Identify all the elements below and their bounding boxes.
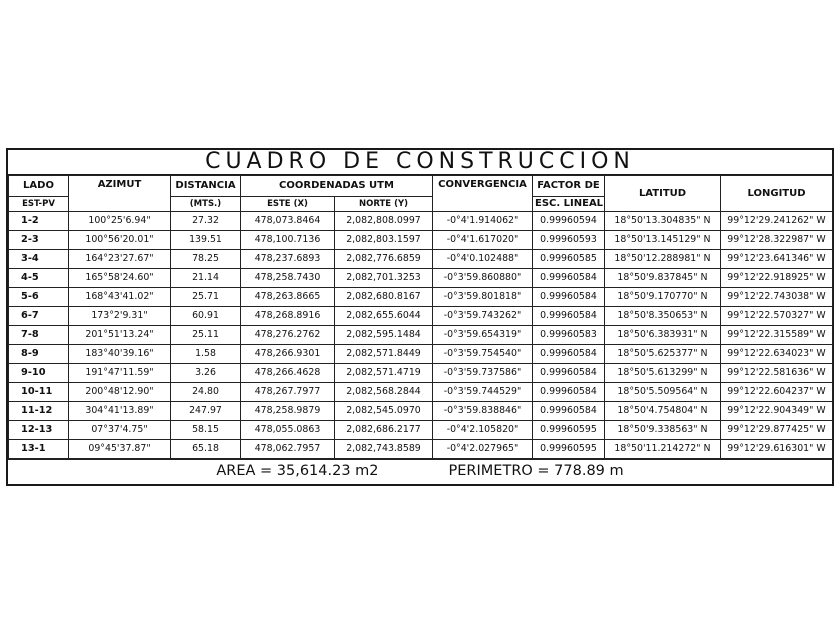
header-convergencia: CONVERGENCIA (433, 176, 533, 212)
cell-latitud: 18°50'5.509564" N (605, 383, 721, 402)
cell-convergencia: -0°3'59.737586" (433, 364, 533, 383)
cell-latitud: 18°50'9.837845" N (605, 269, 721, 288)
cell-este: 478,062.7957 (241, 440, 335, 459)
table-row (9, 326, 833, 345)
cell-azimut: 07°37'4.75" (69, 421, 171, 440)
cell-distancia: 24.80 (171, 383, 241, 402)
construction-table-sheet (6, 148, 834, 486)
cell-lado: 6-7 (9, 307, 69, 326)
cell-lado: 11-12 (9, 402, 69, 421)
cell-factor: 0.99960594 (533, 212, 605, 231)
cell-factor: 0.99960584 (533, 402, 605, 421)
cell-convergencia: -0°3'59.743262" (433, 307, 533, 326)
cell-azimut: 168°43'41.02" (69, 288, 171, 307)
cell-factor: 0.99960584 (533, 307, 605, 326)
header-factor-1: FACTOR DE (533, 176, 605, 197)
cell-longitud: 99°12'29.616301" W (721, 440, 833, 459)
cell-convergencia: -0°4'1.914062" (433, 212, 533, 231)
cell-norte: 2,082,571.8449 (335, 345, 433, 364)
header-factor-2: ESC. LINEAL (533, 197, 605, 212)
cell-factor: 0.99960595 (533, 440, 605, 459)
cell-lado: 1-2 (9, 212, 69, 231)
cell-distancia: 58.15 (171, 421, 241, 440)
cell-latitud: 18°50'13.304835" N (605, 212, 721, 231)
cell-factor: 0.99960584 (533, 364, 605, 383)
table-row (9, 421, 833, 440)
cell-norte: 2,082,776.6859 (335, 250, 433, 269)
cell-factor: 0.99960595 (533, 421, 605, 440)
cell-norte: 2,082,743.8589 (335, 440, 433, 459)
cell-lado: 5-6 (9, 288, 69, 307)
cell-factor: 0.99960584 (533, 269, 605, 288)
header-coordenadas: COORDENADAS UTM (241, 176, 433, 197)
cell-este: 478,268.8916 (241, 307, 335, 326)
cell-convergencia: -0°4'0.102488" (433, 250, 533, 269)
cell-factor: 0.99960584 (533, 288, 605, 307)
cell-longitud: 99°12'29.241262" W (721, 212, 833, 231)
cell-convergencia: -0°3'59.744529" (433, 383, 533, 402)
cell-convergencia: -0°3'59.654319" (433, 326, 533, 345)
table-row (9, 402, 833, 421)
cell-distancia: 247.97 (171, 402, 241, 421)
cell-longitud: 99°12'22.634023" W (721, 345, 833, 364)
cell-este: 478,267.7977 (241, 383, 335, 402)
cell-azimut: 200°48'12.90" (69, 383, 171, 402)
cell-convergencia: -0°3'59.754540" (433, 345, 533, 364)
cell-longitud: 99°12'22.315589" W (721, 326, 833, 345)
cell-factor: 0.99960584 (533, 383, 605, 402)
cell-latitud: 18°50'4.754804" N (605, 402, 721, 421)
header-azimut: AZIMUT (69, 176, 171, 212)
header-distancia: DISTANCIA (171, 176, 241, 197)
cell-latitud: 18°50'9.338563" N (605, 421, 721, 440)
table-title: CUADRO DE CONSTRUCCION (8, 150, 832, 175)
cell-latitud: 18°50'6.383931" N (605, 326, 721, 345)
cell-azimut: 164°23'27.67" (69, 250, 171, 269)
header-mts: (MTS.) (171, 197, 241, 212)
cell-latitud: 18°50'11.214272" N (605, 440, 721, 459)
cell-longitud: 99°12'23.641346" W (721, 250, 833, 269)
cell-convergencia: -0°3'59.860880" (433, 269, 533, 288)
cell-norte: 2,082,568.2844 (335, 383, 433, 402)
perimeter-summary: PERIMETRO = 778.89 m (448, 463, 624, 479)
cell-latitud: 18°50'8.350653" N (605, 307, 721, 326)
cell-latitud: 18°50'12.288981" N (605, 250, 721, 269)
cell-este: 478,258.7430 (241, 269, 335, 288)
cell-longitud: 99°12'22.743038" W (721, 288, 833, 307)
cell-convergencia: -0°3'59.838846" (433, 402, 533, 421)
cell-norte: 2,082,701.3253 (335, 269, 433, 288)
header-norte: NORTE (Y) (335, 197, 433, 212)
cell-este: 478,055.0863 (241, 421, 335, 440)
cell-latitud: 18°50'13.145129" N (605, 231, 721, 250)
cell-factor: 0.99960584 (533, 345, 605, 364)
cell-distancia: 21.14 (171, 269, 241, 288)
cell-factor: 0.99960585 (533, 250, 605, 269)
table-row (9, 269, 833, 288)
table-row (9, 345, 833, 364)
cell-azimut: 100°25'6.94" (69, 212, 171, 231)
cell-convergencia: -0°4'2.105820" (433, 421, 533, 440)
cell-latitud: 18°50'5.613299" N (605, 364, 721, 383)
cell-lado: 3-4 (9, 250, 69, 269)
table-row (9, 231, 833, 250)
cell-lado: 12-13 (9, 421, 69, 440)
table-row (9, 212, 833, 231)
cell-azimut: 100°56'20.01" (69, 231, 171, 250)
cell-norte: 2,082,655.6044 (335, 307, 433, 326)
cell-azimut: 183°40'39.16" (69, 345, 171, 364)
cell-factor: 0.99960583 (533, 326, 605, 345)
cell-norte: 2,082,595.1484 (335, 326, 433, 345)
table-row (9, 288, 833, 307)
table-row (9, 307, 833, 326)
cell-este: 478,073.8464 (241, 212, 335, 231)
table-row (9, 440, 833, 459)
cell-azimut: 165°58'24.60" (69, 269, 171, 288)
cell-norte: 2,082,571.4719 (335, 364, 433, 383)
cell-latitud: 18°50'5.625377" N (605, 345, 721, 364)
cell-distancia: 27.32 (171, 212, 241, 231)
header-este: ESTE (X) (241, 197, 335, 212)
cell-lado: 9-10 (9, 364, 69, 383)
cell-este: 478,276.2762 (241, 326, 335, 345)
cell-convergencia: -0°3'59.801818" (433, 288, 533, 307)
cell-convergencia: -0°4'2.027965" (433, 440, 533, 459)
cell-este: 478,258.9879 (241, 402, 335, 421)
cell-norte: 2,082,808.0997 (335, 212, 433, 231)
cell-distancia: 60.91 (171, 307, 241, 326)
cell-lado: 8-9 (9, 345, 69, 364)
cell-azimut: 201°51'13.24" (69, 326, 171, 345)
cell-longitud: 99°12'22.581636" W (721, 364, 833, 383)
cell-azimut: 304°41'13.89" (69, 402, 171, 421)
cell-azimut: 173°2'9.31" (69, 307, 171, 326)
cell-este: 478,266.4628 (241, 364, 335, 383)
cell-longitud: 99°12'22.570327" W (721, 307, 833, 326)
header-est-pv: EST-PV (9, 197, 69, 212)
header-lado: LADO (9, 176, 69, 197)
cell-distancia: 25.71 (171, 288, 241, 307)
cell-este: 478,237.6893 (241, 250, 335, 269)
cell-este: 478,266.9301 (241, 345, 335, 364)
cell-azimut: 09°45'37.87" (69, 440, 171, 459)
area-summary: AREA = 35,614.23 m2 (216, 463, 379, 479)
table-row (9, 364, 833, 383)
cell-lado: 13-1 (9, 440, 69, 459)
cell-longitud: 99°12'22.918925" W (721, 269, 833, 288)
table-row (9, 250, 833, 269)
cell-convergencia: -0°4'1.617020" (433, 231, 533, 250)
construction-table (8, 175, 833, 459)
cell-norte: 2,082,686.2177 (335, 421, 433, 440)
cell-distancia: 3.26 (171, 364, 241, 383)
cell-longitud: 99°12'28.322987" W (721, 231, 833, 250)
cell-lado: 10-11 (9, 383, 69, 402)
cell-distancia: 25.11 (171, 326, 241, 345)
cell-lado: 7-8 (9, 326, 69, 345)
cell-longitud: 99°12'22.904349" W (721, 402, 833, 421)
cell-norte: 2,082,803.1597 (335, 231, 433, 250)
cell-distancia: 139.51 (171, 231, 241, 250)
cell-este: 478,263.8665 (241, 288, 335, 307)
cell-distancia: 78.25 (171, 250, 241, 269)
table-footer (8, 459, 832, 484)
cell-norte: 2,082,680.8167 (335, 288, 433, 307)
cell-longitud: 99°12'29.877425" W (721, 421, 833, 440)
cell-latitud: 18°50'9.170770" N (605, 288, 721, 307)
table-body (9, 212, 833, 459)
cell-lado: 4-5 (9, 269, 69, 288)
header-row-top (9, 176, 833, 197)
cell-azimut: 191°47'11.59" (69, 364, 171, 383)
header-latitud: LATITUD (605, 176, 721, 212)
cell-distancia: 65.18 (171, 440, 241, 459)
cell-norte: 2,082,545.0970 (335, 402, 433, 421)
header-longitud: LONGITUD (721, 176, 833, 212)
cell-distancia: 1.58 (171, 345, 241, 364)
table-row (9, 383, 833, 402)
cell-lado: 2-3 (9, 231, 69, 250)
cell-factor: 0.99960593 (533, 231, 605, 250)
cell-longitud: 99°12'22.604237" W (721, 383, 833, 402)
cell-este: 478,100.7136 (241, 231, 335, 250)
